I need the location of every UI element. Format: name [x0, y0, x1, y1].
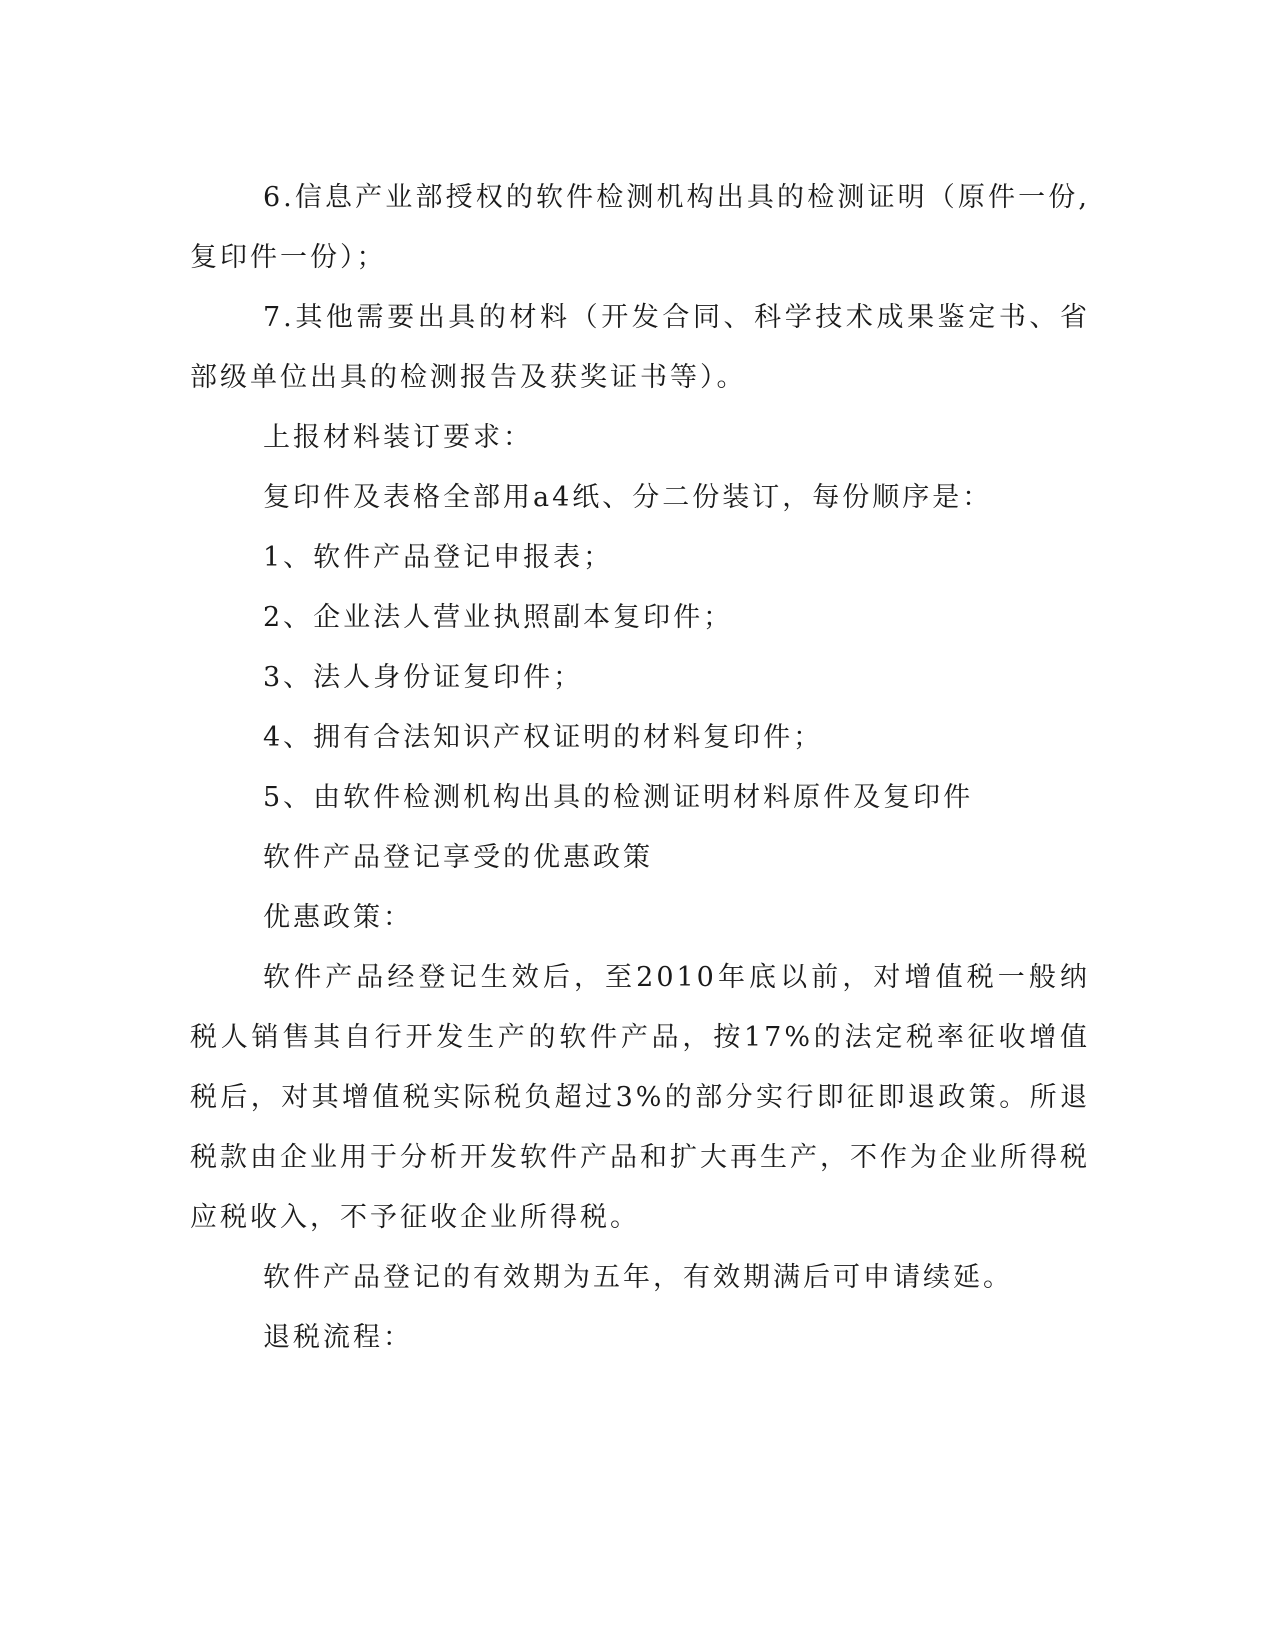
- subheading-refund-process: 退税流程：: [263, 1322, 413, 1353]
- list-item-3: 3、法人身份证复印件；: [263, 662, 584, 693]
- paragraph-policy-detail: 软件产品经登记生效后，至2010年底以前，对增值税一般纳税人销售其自行开发生产的软件产品，按17%的法定税率征收增值税后，对其增值税实际税负超过3%的部分实行即征即退政策。所退税款由企业用于分析开发软件产品和扩大再生产，不作为企业所得税应税收入，不予征收企业所得税。: [190, 962, 1090, 1233]
- paragraph-item-7: 7.其他需要出具的材料（开发合同、科学技术成果鉴定书、省部级单位出具的检测报告及获奖证书等）。: [190, 302, 1090, 393]
- paragraph-binding-heading: 上报材料装订要求：: [263, 422, 533, 453]
- list-item-2: 2、企业法人营业执照副本复印件；: [263, 602, 734, 633]
- list-item-4: 4、拥有合法知识产权证明的材料复印件；: [263, 722, 824, 753]
- list-item-1: 1、软件产品登记申报表；: [263, 542, 614, 573]
- paragraph-item-6: 6.信息产业部授权的软件检测机构出具的检测证明（原件一份,复印件一份）；: [190, 182, 1090, 273]
- subheading-policy: 优惠政策：: [263, 902, 413, 933]
- list-item-5: 5、由软件检测机构出具的检测证明材料原件及复印件: [263, 782, 974, 813]
- section-heading-policy: 软件产品登记享受的优惠政策: [263, 842, 653, 873]
- paragraph-binding-order: 复印件及表格全部用a4纸、分二份装订，每份顺序是：: [263, 482, 993, 513]
- document-body: [190, 168, 1090, 1368]
- paragraph-validity: 软件产品登记的有效期为五年，有效期满后可申请续延。: [263, 1262, 1013, 1293]
